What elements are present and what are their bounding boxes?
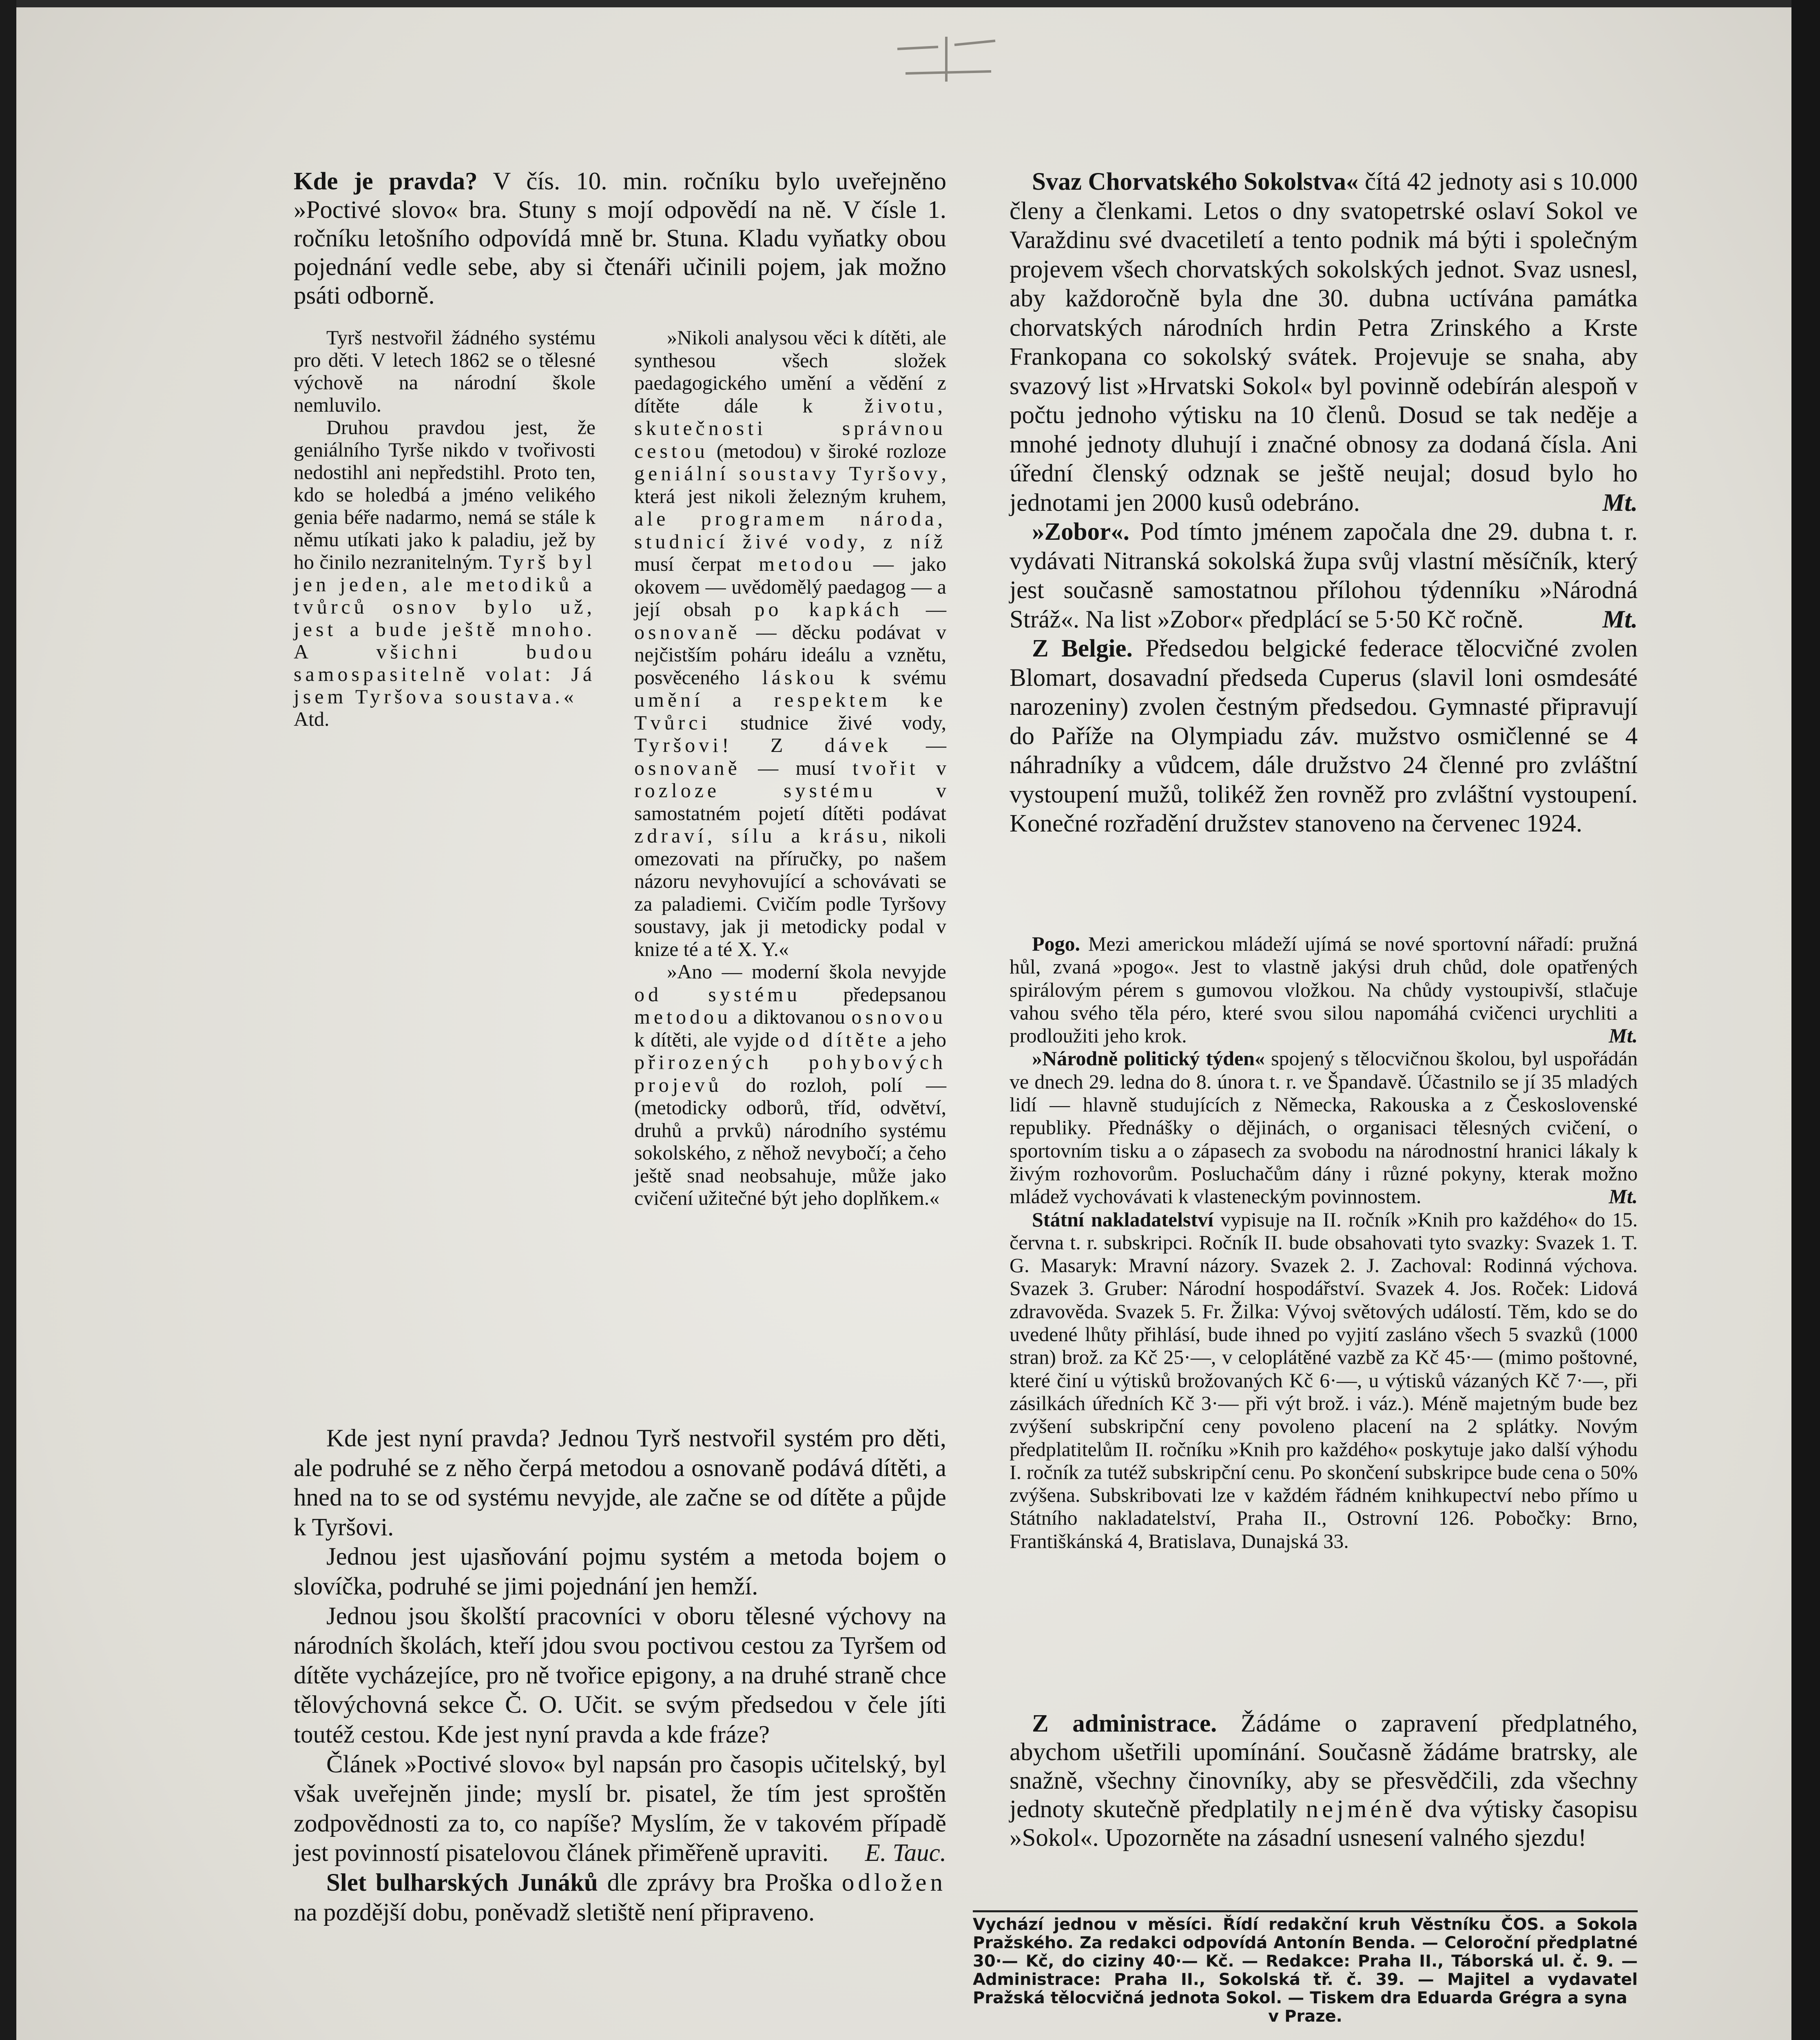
article-title: Státní nakladatelství — [1032, 1208, 1213, 1231]
quote-spaced-text: osnovou — [851, 1005, 946, 1028]
article-text: spojený s tělocvičnou školou, byl uspořádán ve dnech 29. ledna do 8. února t. r. ve Špandavě. Účastnilo se jí 35 mladých lidí — hlavně studujících z Německa, Rakouska a z Československé republiky. Přednášky o dějinách, o organisaci tělesných cvičení, o sportovním tisku a o zápasech za svobodu na národnostní hranici lákaly k živým rozhovorům. Posluchačům dány i různé pokyny, kterak možno mládež vychovávati k vlasteneckým povinnostem. — [1010, 1047, 1638, 1208]
author-signature: Mt. — [1602, 489, 1638, 517]
body-paragraph: Jednou jest ujasňování pojmu systém a metoda bojem o slovíčka, podruhé se jimi pojednání jen hemží. — [294, 1543, 946, 1600]
article-title: Slet bulharských Junáků — [326, 1869, 598, 1896]
article-text: V čís. 10. min. ročníku bylo uveřejněno »Poctivé slovo« bra. Stuny s mojí odpovědí na ně. V čísle 1. ročníku letošního odpovídá mně br. Stuna. Kladu vyňatky obou pojednání vedle sebe, aby si čtenáři učinili pojem, jak možno psáti odborně. — [294, 168, 946, 309]
quote-spaced-text: po kapkách — [754, 598, 903, 621]
quote-paragraph: Tyrš nestvořil žádného systému pro děti. V letech 1862 se o tělesné výchově na národní škole nemluvilo. — [294, 326, 596, 416]
article-text: vypisuje na II. ročník »Knih pro každého« do 15. června t. r. subskripci. Ročník II. bude obsahovati tyto svazky: Svazek 1. T. G. Masaryk: Mravní názory. Svazek 2. J. Zachoval: Rodinná výchova. Svazek 3. Gruber: Národní hospodářství. Svazek 4. Jos. Roček: Lidová zdravověda. Svazek 5. Fr. Žilka: Vývoj světových událostí. Těm, kdo se do uvedené lhůty přihlásí, bude ihned po vyjití zasláno všech 5 svazků (1000 stran) brož. za Kč 25·—, v celoplátěné vazbě za Kč 45·— (mimo poštovné, které činí u výtisků brožovaných Kč 6·—, u výtisků vázaných Kč 7·—, při zásilkách úředních Kč 3·— při výt brož. i váz.). Méně majetným bude bez zvýšení subskripční ceny povoleno placení na 2 splátky. Novým předplatitelům II. ročníku »Knih pro každého« poskytuje jako další výhodu I. ročník za tutéž subskripční cenu. Po skončení subskripce bude cena o 50% zvýšena. Subskribovati lze v každém řádném knihkupectví nebo přímo u Státního nakladatelství, Praha II., Ostrovní 126. Pobočky: Brno, Františkánská 4, Bratislava, Dunajská 33. — [1010, 1208, 1638, 1552]
imprint-divider — [973, 1910, 1638, 1912]
quote-spaced-text: Tyršovi! Z dávek — [634, 734, 892, 756]
quote-spaced-text: geniální soustavy Tyršovy — [634, 462, 941, 485]
body-paragraph: Jednou jsou školští pracovníci v oboru tělesné výchovy na národních školách, kteří jdou svou poctivou cestou za Tyršem od dítěte vycházejíce, pro ně tvořice epigony, a na druhé straně chce tělovýchovná sekce Č. O. Učit. se svým předsedou v čele jíti toutéž cestou. Kde jest nyní pravda a kde fráze? — [294, 1602, 946, 1748]
article-pogo — [1010, 932, 1638, 1047]
news-column-right — [1010, 167, 1638, 838]
article-title: »Zobor«. — [1032, 518, 1129, 545]
author-signature: E. Tauc. — [865, 1839, 946, 1867]
quote-text: — jako okovem — uvědomělý paedagog — a její obsah — [634, 552, 946, 621]
quote-spaced-text: přirozených pohybových projevů — [634, 1051, 946, 1096]
quote-spaced-text: osnovaně — [634, 756, 741, 779]
article-text: Žádáme o zapravení předplatného, abychom ušetřili upomínání. Současně žádáme bratrsky, ale snažně, všechny činovníky, aby se přesvědčili, zda všechny jednoty skutečně předplatily — [1010, 1710, 1638, 1823]
scan-edge-right — [1791, 0, 1820, 2040]
quote-spaced-text: ale programem národa, studnicí živé vody, z níž — [634, 507, 946, 553]
article-text: dva výtisky časopisu »Sokol«. Upozorněte na zásadní usnesení valného sjezdu! — [1010, 1796, 1638, 1852]
body-paragraph — [294, 1750, 946, 1868]
article-text: čítá 42 jednoty asi s 10.000 členy a členkami. Letos o dny svatopetrské oslaví Sokol ve Varaždinu své dvacetiletí a tento podnik má býti i společným projevem všech chorvatských sokolských jednot. Svaz usnesl, aby každoročně byla dne 30. dubna uctívána památka chorvatských národních hrdin Petra Zrinského a Krste Frankopana co sokolský svátek. Projevuje se snaha, aby svazový list »Hrvatski Sokol« byl povinně odebírán alespoň v počtu jednoho výtisku na 10 členů. Dosud se tak neděje a mnohé jednoty dluhují i značné obnosy za dodaná čísla. Ani úřední členský odznak se ještě neujal; dosud bylo ho jednotami jen 2000 kusů odebráno. — [1010, 168, 1638, 517]
quote-spaced-text: láskou — [762, 665, 838, 689]
quote-text: studnice živé vody, — [711, 711, 946, 734]
article-narodne-politicky-tyden — [1010, 1047, 1638, 1208]
article-title: Pogo. — [1032, 932, 1080, 955]
body-text: dle zprávy bra Proška — [598, 1869, 842, 1896]
article-kde-je-pravda-intro — [294, 167, 946, 310]
news-small-print — [1010, 932, 1638, 1552]
article-z-belgie — [1010, 634, 1638, 838]
quote-paragraph: Atd. — [294, 707, 330, 730]
article-text: Pod tímto jménem započala dne 29. dubna t. r. vydávati Nitranská sokolská župa svůj vlastní měsíčník, který jest současně samostatnou přílohou týdenníku »Národná Stráž«. Na list »Zobor« předplácí se 5·50 Kč ročně. — [1010, 518, 1638, 633]
quote-spaced-text: tvořit — [852, 756, 919, 779]
quote-spaced-text: Tyrš byl jen jeden, ale metodiků a tvůrců osnov bylo už, jest a bude ještě mnoho. A všichni budou samospasitelně volat: Já jsem Tyršova soustava.« — [294, 550, 596, 708]
imprint-text: Vychází jednou v měsíci. Řídí redakční kruh Věstníku ČOS. a Sokola Pražského. Za redakci odpovídá Antonín Benda. — Celoroční předplatné 30·— Kč, do ciziny 40·— Kč. — Redakce: Praha II., Táborská ul. č. 9. — Administrace: Praha II., Sokolská tř. č. 39. — Majitel a vydavatel Pražská tělocvičná jednota Sokol. — Tiskem dra Eduarda Grégra a syna — [973, 1915, 1638, 2007]
admin-paragraph — [1010, 1710, 1638, 1852]
article-zobor — [1010, 517, 1638, 634]
article-slet-bulharskych-junaku — [294, 1868, 946, 1927]
handwritten-mark-icon — [889, 24, 1003, 90]
quote-text: k svému — [837, 665, 947, 689]
quote-paragraph — [634, 960, 946, 1210]
quote-text: k dítěti, ale vyjde — [634, 1028, 785, 1051]
article-chorvatske-sokolstvo — [1010, 167, 1638, 517]
quote-text: předepsanou — [801, 982, 946, 1006]
quote-text: a diktovanou — [731, 1005, 852, 1028]
article-statni-nakladatelstvi — [1010, 1208, 1638, 1552]
article-title: Svaz Chorvatského Sokolstva« — [1032, 168, 1359, 195]
imprint-place: v Praze. — [1268, 2007, 1342, 2026]
quote-column-right — [634, 326, 946, 1210]
imprint — [973, 1916, 1638, 2026]
quote-spaced-text: od systému — [634, 982, 801, 1006]
quote-text: , nikoli omezovati na příručky, po našem názoru nevyhovující a schovávati se za paladiemi. Cvičím podle Tyršovy soustavy, jak ji metodicky podal v knize té a té X. Y.« — [634, 824, 946, 960]
quote-text: , která jest nikoli železným kruhem, — [634, 462, 946, 508]
quote-spaced-text: zdraví, sílu a krásu — [634, 824, 882, 847]
quote-text: v — [919, 756, 947, 779]
body-paragraph: Kde jest nyní pravda? Jednou Tyrš nestvořil systém pro děti, ale podruhé se z něho čerpá metodou a osnovaně podává dítěti, a hned na to se od systému nevyjde, ale začne se od dítěte a půjde k Tyršovi. — [294, 1425, 946, 1541]
author-signature: Mt. — [1602, 605, 1638, 633]
quote-text: »Ano — moderní škola nevyjde — [667, 960, 946, 983]
scan-edge-top — [0, 0, 1820, 7]
article-text: Mezi americkou mládeží ujímá se nové sportovní nářadí: pružná hůl, zvaná »pogo«. Jest to vlastně jakýsi druh chůd, dole opatřených spirálovým pérem s gumovou vložkou. Na chůdy vystoupivší, stlačuje vahou svého těla péro, které svou silou napomáhá cvičenci urychliti a prodloužiti jeho krok. — [1010, 932, 1638, 1047]
quote-text: — děcku podávat v nejčistším poháru ideálu a vznětu, posvěceného — [634, 620, 946, 689]
quote-text: v samostatném pojetí dítěti podávat — [634, 779, 947, 825]
body-text: Článek »Poctivé slovo« byl napsán pro časopis učitelský, byl však uveřejněn jinde; myslí br. pisatel, že tím jest sproštěn zodpovědnosti za to, co napíše? Myslím, že v takovém případě jest povinností pisatelovou článek přiměřeně upraviti. — [294, 1750, 946, 1867]
quote-text: — — [891, 734, 946, 756]
quote-text: »Nikoli analysou věci k dítěti, ale synthesou všech složek paedagogického umění a vědění z dítěte dále — [634, 326, 946, 417]
quote-spaced-text: metodou — [759, 552, 856, 575]
quote-spaced-text: metodou — [634, 1005, 731, 1028]
article-title: Kde je pravda? — [294, 168, 478, 195]
quote-text: Druhou pravdou jest, že geniálního Tyrše nikdo v tvořivosti nedostihl ani nepředstihl. Proto ten, kdo se holedbá a jméno velikého genia béře nadarmo, nemá se stále k němu utíkati jako k paladiu, jež by ho činilo nezranitelným. — [294, 416, 596, 573]
quote-text: musí čerpat — [634, 552, 759, 575]
article-spaced-text: nejméně — [1306, 1796, 1416, 1823]
quote-spaced-text: od dítěte — [785, 1028, 890, 1051]
quote-text: (metodou) v široké rozloze — [708, 439, 946, 462]
body-spaced-text: odložen — [841, 1869, 946, 1896]
scan-edge-left — [0, 0, 16, 2040]
quote-text: do rozloh, polí — (metodicky odborů, tříd, odvětví, druhů a prvků) národního systému sokolského, z něhož nevybočí; a čeho ještě snad neobsahuje, může jako cvičení užitečné být jeho doplňkem.« — [634, 1073, 946, 1209]
quote-spaced-text: osnovaně — [634, 620, 741, 643]
article-text: Předsedou belgické federace tělocvičné zvolen Blomart, dosavadní předseda Cuperus (slavil loni osmdesáté narozeniny) zvolen čestným předsedou. Gymnasté připravují do Paříže na Olympiadu záv. mužstvo osmičlenné se 4 náhradníky a vůdcem, dále družstvo 24 členné pro zvláštní vystoupení mužů, tolikéž žen rovněž pro zvláštní vystoupení. Konečné rozřadění družstev stanoveno na červenec 1924. — [1010, 635, 1638, 837]
article-title: Z administrace. — [1032, 1710, 1217, 1737]
quote-text: a jeho — [890, 1028, 947, 1051]
quote-text: — musí — [740, 756, 853, 779]
author-signature: Mt. — [1609, 1185, 1638, 1208]
quote-column-left — [294, 326, 596, 730]
quote-spaced-text: k životu, skutečnosti správnou cestou — [634, 394, 946, 462]
author-signature: Mt. — [1609, 1024, 1638, 1047]
quote-text: — — [903, 598, 947, 621]
quote-paragraph — [634, 326, 946, 960]
body-text: na pozdější dobu, poněvadž sletiště není připraveno. — [294, 1898, 815, 1926]
article-kde-je-pravda-body — [294, 1424, 946, 1927]
article-title: »Národně politický týden« — [1032, 1047, 1265, 1070]
article-title: Z Belgie. — [1032, 635, 1133, 662]
quote-paragraph — [294, 416, 596, 708]
quote-spaced-text: rozloze systému — [634, 779, 877, 802]
quote-spaced-text: umění a respektem ke Tvůrci — [634, 688, 946, 734]
article-z-administrace — [1010, 1710, 1638, 1852]
